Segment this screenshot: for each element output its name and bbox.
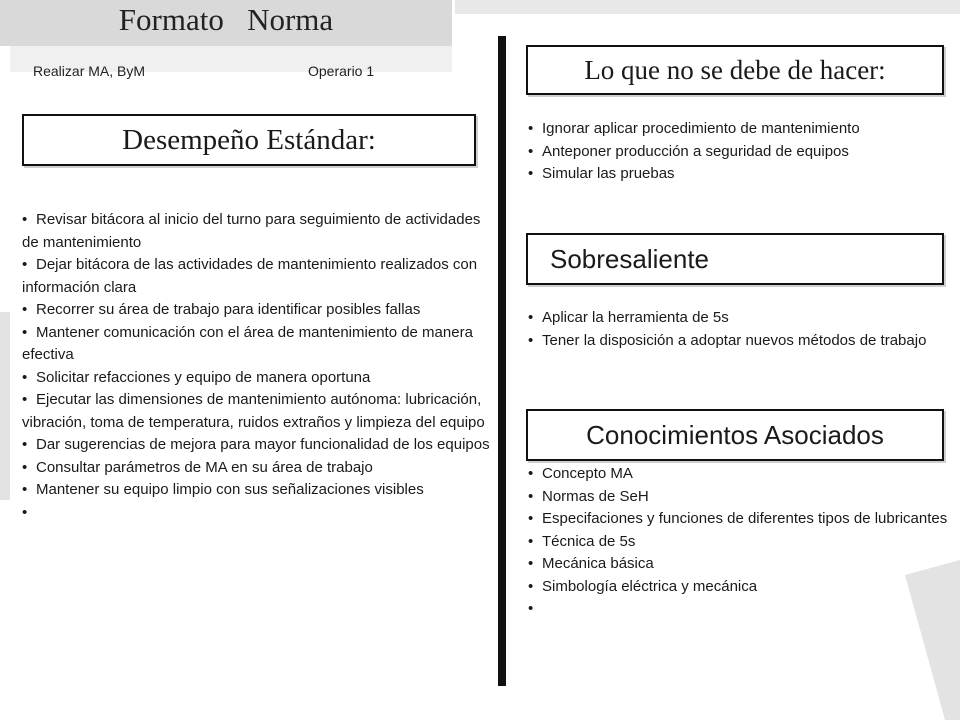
list-item [528, 486, 956, 509]
bullet-icon: • [528, 331, 534, 349]
knowledge-list [528, 463, 956, 621]
list-item [528, 141, 948, 164]
bullet-icon: • [528, 532, 534, 550]
donts-box [526, 45, 944, 95]
list-item-text: Técnica de 5s [542, 532, 636, 550]
list-item-text: Aplicar la herramienta de 5s [542, 309, 729, 326]
bullet-icon: • [22, 256, 28, 273]
list-item [528, 576, 956, 599]
list-item-text: Concepto MA [542, 465, 633, 482]
subject-label: Realizar MA, ByM [33, 63, 146, 79]
bullet-icon: • [22, 301, 28, 318]
list-item [22, 209, 496, 254]
bullet-icon: • [22, 211, 28, 228]
list-item [528, 553, 956, 576]
list-item [22, 457, 496, 480]
bullet-icon: • [528, 487, 534, 505]
list-item [528, 163, 948, 186]
list-item-text: Dar sugerencias de mejora para mayor funcionalidad de los equipos [36, 436, 490, 453]
list-item-text: Recorrer su área de trabajo para identificar posibles fallas [36, 301, 421, 318]
list-item [22, 322, 496, 367]
standard-performance-title: Desempeño Estándar: [122, 123, 376, 156]
list-item-text: Mecánica básica [542, 555, 654, 572]
outstanding-title: Sobresaliente [550, 243, 709, 274]
standard-performance-list [22, 209, 496, 524]
standard-performance-box [22, 114, 476, 166]
bullet-icon: • [528, 465, 534, 482]
list-item [528, 508, 956, 531]
list-item-text: Dejar bitácora de las actividades de mantenimiento realizados con información clara [22, 256, 478, 296]
bullet-icon: • [22, 503, 28, 521]
bullet-icon: • [22, 436, 28, 453]
list-item [22, 367, 496, 390]
list-item-text: Solicitar refacciones y equipo de manera oportuna [36, 368, 371, 386]
list-item-text: Normas de SeH [542, 487, 649, 505]
donts-title: Lo que no se debe de hacer: [584, 54, 886, 85]
bullet-icon: • [22, 368, 28, 386]
bullet-icon: • [528, 600, 534, 617]
bullet-icon: • [528, 120, 534, 137]
list-item-text: Revisar bitácora al inicio del turno para seguimiento de actividades de mantenimiento [22, 211, 481, 251]
page-title: Formato Norma [118, 2, 334, 37]
donts-list [528, 118, 948, 186]
role-label: Operario 1 [308, 63, 375, 79]
list-item [22, 299, 496, 322]
column-divider [498, 36, 506, 686]
list-item-text: Mantener comunicación con el área de mantenimiento de manera efectiva [22, 323, 473, 363]
left-edge-shade [0, 312, 10, 500]
list-item-text: Especifaciones y funciones de diferentes tipos de lubricantes [542, 510, 948, 527]
bullet-icon: • [528, 510, 534, 527]
bullet-icon: • [528, 309, 534, 326]
list-item-text: Mantener su equipo limpio con sus señalizaciones visibles [36, 481, 424, 498]
list-item-text: Tener la disposición a adoptar nuevos métodos de trabajo [542, 331, 927, 349]
bullet-icon: • [22, 458, 28, 476]
list-item [22, 479, 496, 502]
top-right-shade [455, 0, 960, 14]
list-item-text: Simbología eléctrica y mecánica [542, 577, 758, 595]
bullet-icon: • [528, 142, 534, 160]
bullet-icon: • [528, 555, 534, 572]
bullet-icon: • [22, 481, 28, 498]
outstanding-list [528, 307, 948, 352]
bullet-icon: • [528, 165, 534, 182]
list-item [528, 531, 956, 554]
list-item [528, 118, 948, 141]
list-item-text: Anteponer producción a seguridad de equipos [542, 142, 849, 160]
outstanding-box [526, 233, 944, 285]
list-item [22, 434, 496, 457]
list-item [528, 330, 948, 353]
knowledge-box [526, 409, 944, 461]
list-item [22, 502, 496, 525]
list-item [22, 254, 496, 299]
list-item-text: Ignorar aplicar procedimiento de mantenimiento [542, 120, 860, 137]
list-item [528, 463, 956, 486]
list-item-text: Simular las pruebas [542, 165, 675, 182]
knowledge-title: Conocimientos Asociados [586, 419, 884, 450]
bullet-icon: • [22, 323, 28, 341]
list-item [528, 598, 956, 621]
list-item [22, 389, 496, 434]
bullet-icon: • [528, 577, 534, 595]
list-item-text: Ejecutar las dimensiones de mantenimiento autónoma: lubricación, vibración, toma de temperatura, ruidos extraños y limpieza del equipo [22, 391, 485, 431]
list-item [528, 307, 948, 330]
list-item-text: Consultar parámetros de MA en su área de trabajo [36, 458, 373, 476]
bullet-icon: • [22, 391, 28, 408]
